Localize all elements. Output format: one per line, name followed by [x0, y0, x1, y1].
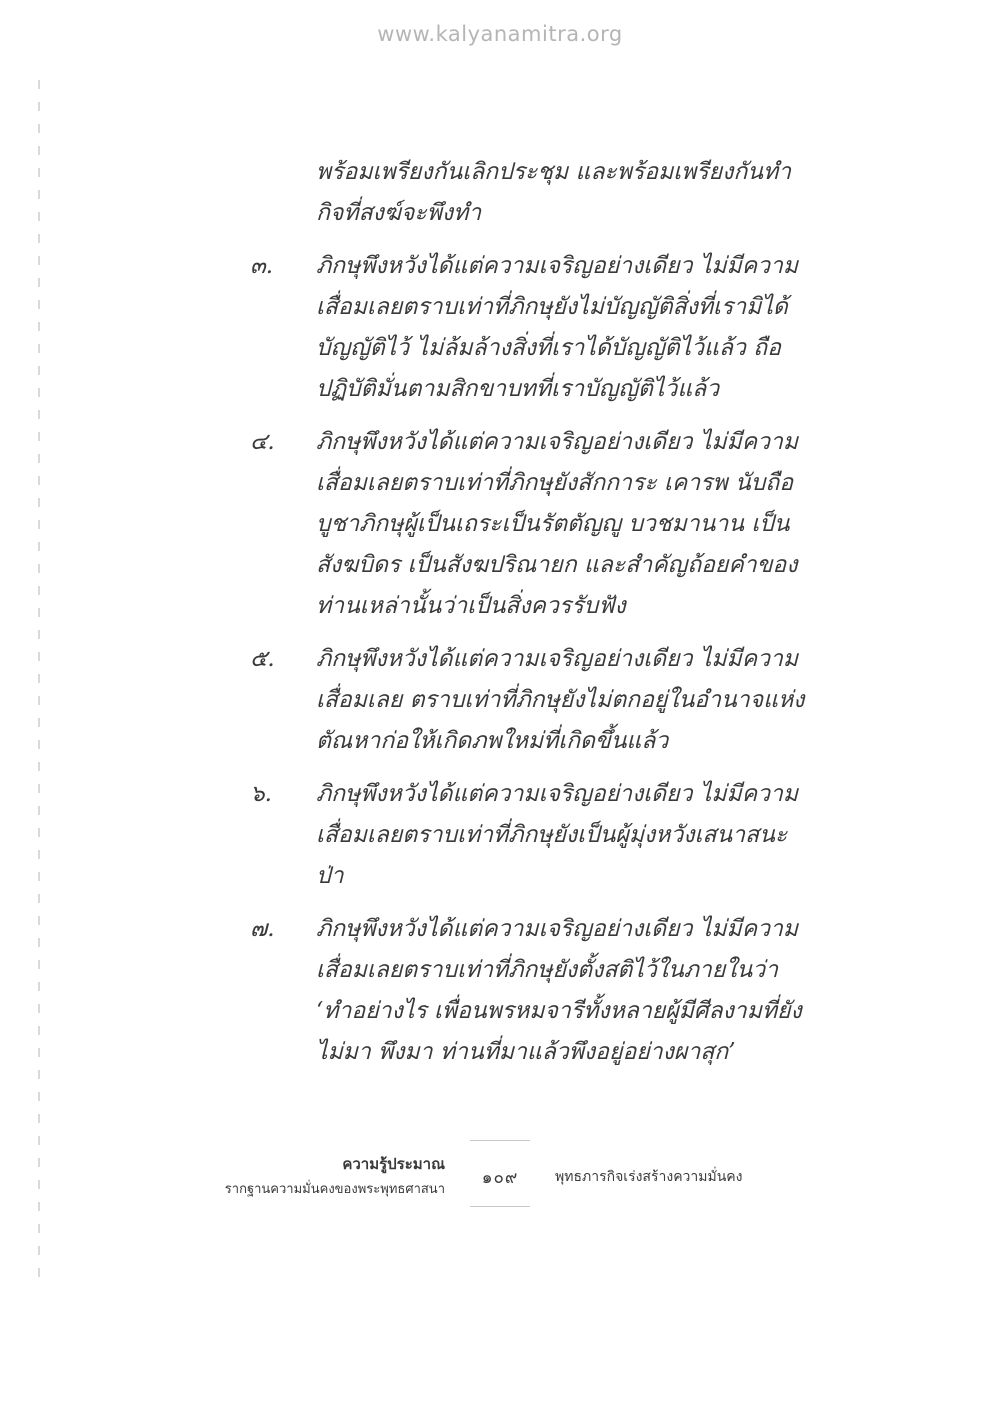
item-text	[316, 909, 830, 1073]
item-text	[316, 774, 830, 897]
text-line: ท่านเหล่านั้นว่าเป็นสิ่งควรรับฟัง	[316, 593, 626, 619]
text-line: ตัณหาก่อให้เกิดภพใหม่ที่เกิดขึ้นแล้ว	[316, 728, 669, 754]
text-line: ภิกษุพึงหวังได้แต่ความเจริญอย่างเดียว ไม่มีความ	[316, 646, 799, 672]
text-line: สังฆบิดร เป็นสังฆปริณายก และสำคัญถ้อยคำของ	[316, 552, 798, 578]
text-line: ‘ทำอย่างไร เพื่อนพรหมจารีทั้งหลายผู้มีศีลงามที่ยัง	[316, 998, 802, 1024]
page-number: ๑๐๙	[481, 1168, 519, 1188]
footer-book-title: ความรู้ประมาณ	[342, 1155, 445, 1173]
site-url: www.kalyanamitra.org	[377, 22, 623, 46]
text-line: ไม่มา พึงมา ท่านที่มาแล้วพึงอยู่อย่างผาสุก’	[316, 1039, 736, 1065]
list-item	[250, 246, 830, 410]
footer-ornament	[470, 1206, 530, 1207]
text-line: กิจที่สงฆ์จะพึงทำ	[316, 200, 482, 226]
footer-book-subtitle: รากฐานความมั่นคงของพระพุทธศาสนา	[224, 1182, 445, 1197]
item-number: ๔.	[250, 429, 275, 455]
item-text	[316, 246, 830, 410]
text-line: เสื่อมเลยตราบเท่าที่ภิกษุยังตั้งสติไว้ในภายในว่า	[316, 957, 779, 983]
text-line: พร้อมเพรียงกันเลิกประชุม และพร้อมเพรียงกันทำ	[316, 159, 792, 185]
list-item	[250, 909, 830, 1073]
text-line: ป่า	[316, 863, 344, 889]
item-text	[316, 422, 830, 627]
page-content	[250, 152, 830, 1085]
item-number: ๖.	[250, 781, 272, 807]
text-line: เสื่อมเลยตราบเท่าที่ภิกษุยังไม่บัญญัติสิ่งที่เรามิได้	[316, 294, 788, 320]
text-line: บูชาภิกษุผู้เป็นเถระเป็นรัตตัญญู บวชมานาน เป็น	[316, 511, 790, 537]
list-item	[250, 639, 830, 762]
footer-ornament	[470, 1140, 530, 1141]
item-number: ๗.	[250, 916, 275, 942]
text-line: เสื่อมเลยตราบเท่าที่ภิกษุยังเป็นผู้มุ่งหวังเสนาสนะ	[316, 822, 788, 848]
text-line: ปฏิบัติมั่นตามสิกขาบทที่เราบัญญัติไว้แล้ว	[316, 376, 720, 402]
list-item	[250, 422, 830, 627]
text-line: ภิกษุพึงหวังได้แต่ความเจริญอย่างเดียว ไม่มีความ	[316, 781, 799, 807]
text-line: ภิกษุพึงหวังได้แต่ความเจริญอย่างเดียว ไม่มีความ	[316, 429, 799, 455]
page-footer	[0, 1140, 1000, 1220]
text-line: เสื่อมเลยตราบเท่าที่ภิกษุยังสักการะ เคารพ นับถือ	[316, 470, 794, 496]
lead-paragraph	[250, 152, 830, 234]
item-number: ๕.	[250, 646, 275, 672]
footer-chapter-title: พุทธภารกิจเร่งสร้างความมั่นคง	[555, 1169, 743, 1185]
text-line: เสื่อมเลย ตราบเท่าที่ภิกษุยังไม่ตกอยู่ในอำนาจแห่ง	[316, 687, 805, 713]
text-line: บัญญัติไว้ ไม่ล้มล้างสิ่งที่เราได้บัญญัติไว้แล้ว ถือ	[316, 335, 781, 361]
scan-margin-marks	[38, 80, 40, 1280]
list-item	[250, 774, 830, 897]
footer-book-info	[225, 1152, 445, 1199]
item-text	[316, 639, 830, 762]
item-number: ๓.	[250, 253, 274, 279]
text-line: ภิกษุพึงหวังได้แต่ความเจริญอย่างเดียว ไม่มีความ	[316, 253, 799, 279]
text-line: ภิกษุพึงหวังได้แต่ความเจริญอย่างเดียว ไม่มีความ	[316, 916, 799, 942]
